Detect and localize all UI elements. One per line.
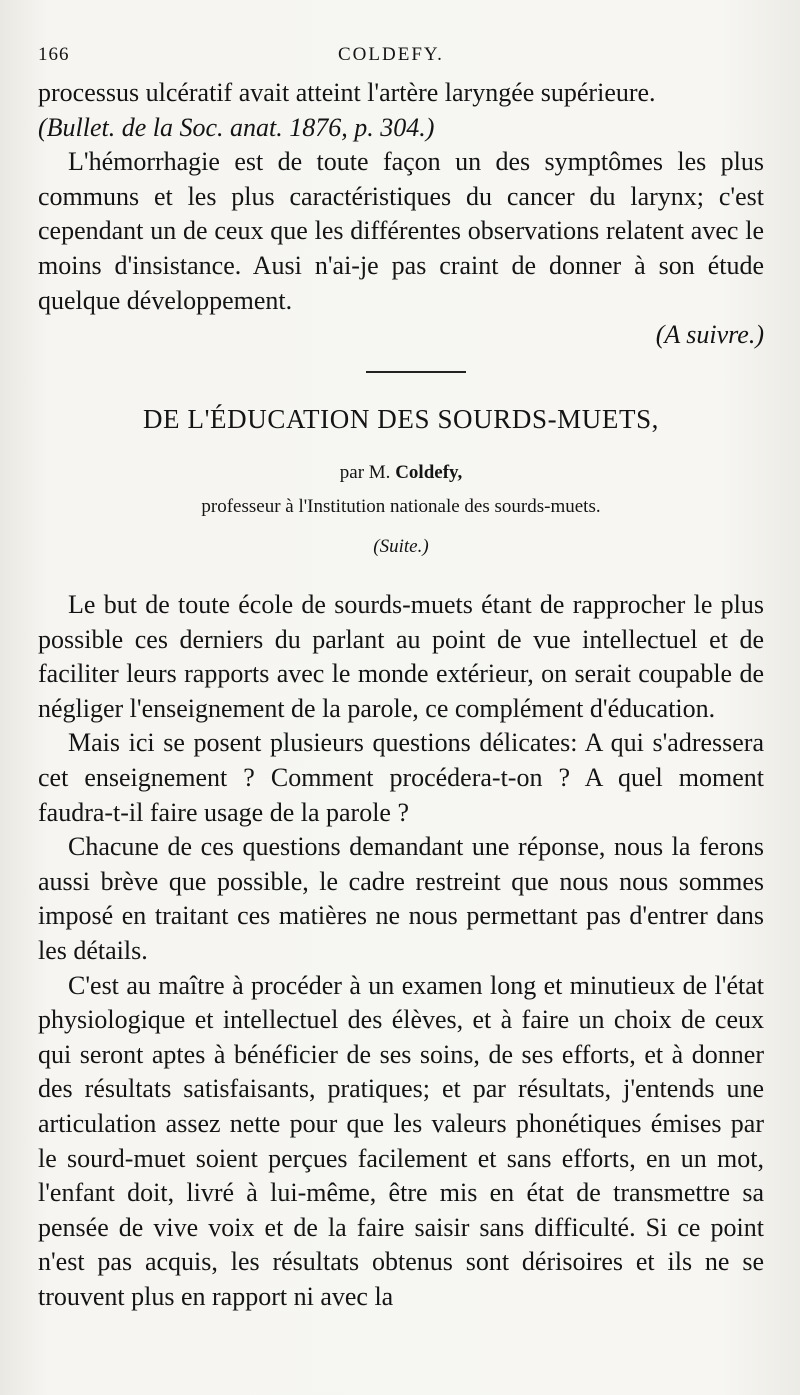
section-divider	[366, 371, 466, 373]
article-body	[38, 588, 764, 1314]
body-paragraph-4: C'est au maître à procéder à un examen long et minutieux de l'état physiologique et intellectuel des élèves, et à faire un choix de ceux qui seront aptes à bénéficier de ses soins, de ses efforts, et à donner des résultats satisfaisants, pratiques; et par résultats, j'entends une articulation assez nette pour que les valeurs phonétiques émises par le sourd-muet soient perçues facilement et sans efforts, en un mot, l'enfant doit, livré à lui-même, être mis en état de transmettre sa pensée de vive voix et de la faire saisir sans difficulté. Si ce point n'est pas acquis, les résultats obtenus sont dérisoires et ils ne se trouvent plus en rapport ni avec la	[38, 970, 764, 1311]
body-paragraph-1: Le but de toute école de sourds-muets étant de rapprocher le plus possible ces derniers du parlant au point de vue intellectuel et de faciliter leurs rapports avec le monde extérieur, on serait coupable de négliger l'enseignement de la parole, ce complément d'éducation.	[38, 590, 764, 723]
body-paragraph-3: Chacune de ces questions demandant une réponse, nous la ferons aussi brève que possible, le cadre restreint que nous nous sommes imposé en traitant ces matières ne nous permettant pas d'entrer dans les détails.	[38, 832, 764, 965]
article-title: DE L'ÉDUCATION DES SOURDS-MUETS,	[142, 404, 660, 434]
page-number: 166	[38, 44, 70, 65]
citation: (Bullet. de la Soc. anat. 1876, p. 304.)	[38, 112, 435, 142]
hemorrhage-paragraph: L'hémorrhagie est de toute façon un des symptômes les plus communs et les plus caractéristiques du cancer du larynx; c'est cependant un de ceux que les différentes observations relatent avec le moins d'insistance. Ausi n'ai-je pas craint de donner à son étude quelque développement.	[38, 147, 764, 315]
body-paragraph-2: Mais ici se posent plusieurs questions délicates: A qui s'adressera cet enseignement ? Comment procédera-t-on ? A quel moment faudra-t-il faire usage de la parole ?	[38, 728, 764, 827]
previous-article-end	[38, 76, 764, 353]
author-name: Coldefy,	[395, 462, 463, 483]
continuation-note: (Suite.)	[373, 536, 429, 557]
continued-line: processus ulcératif avait atteint l'artère laryngée supérieure.	[38, 78, 656, 107]
author-affiliation: professeur à l'Institution nationale des sourds-muets.	[201, 496, 601, 517]
byline	[38, 462, 764, 484]
to-be-continued: (A suivre.)	[655, 320, 764, 350]
running-title: COLDEFY.	[338, 44, 444, 65]
byline-prefix: par M.	[339, 462, 391, 483]
running-header	[38, 44, 768, 74]
